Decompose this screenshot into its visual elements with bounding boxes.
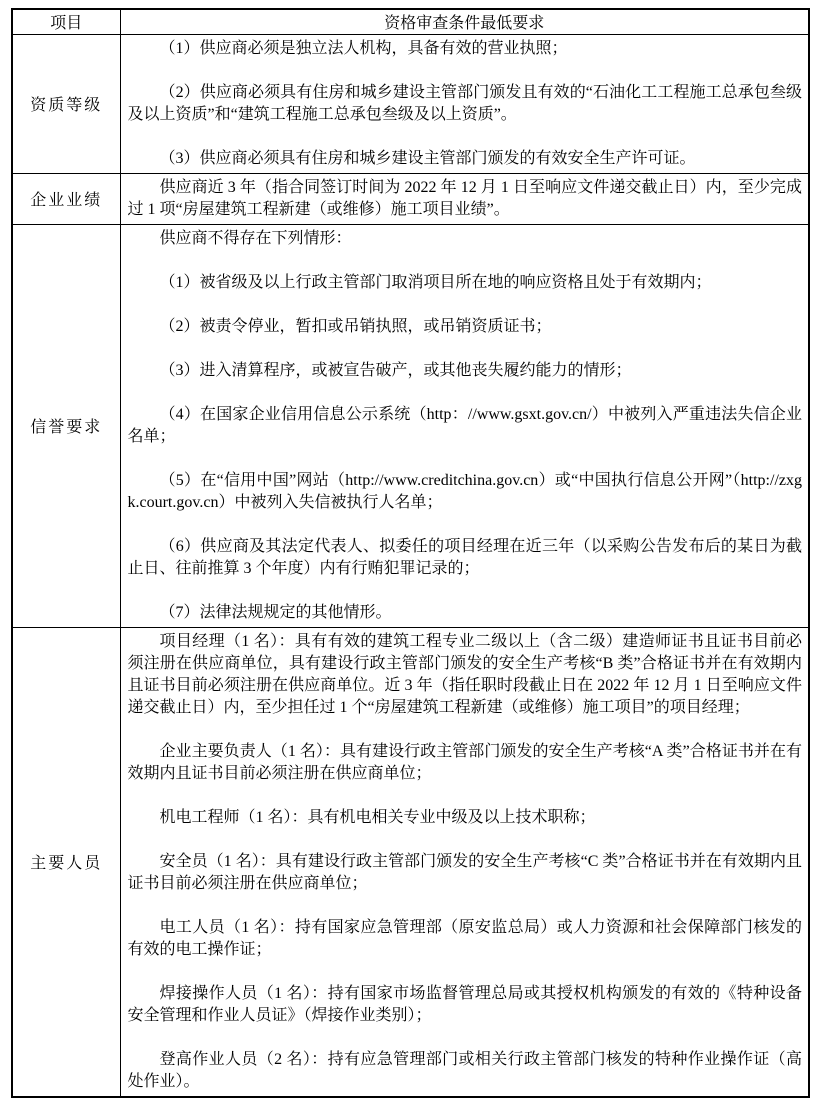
paragraph: 供应商不得存在下列情形：	[159, 229, 352, 247]
paragraph: 焊接操作人员（1 名）：持有国家市场监督管理总局或其授权机构颁发的有效的《特种设备安全管理和作业人员证》（焊接作业类别）；	[127, 984, 802, 1024]
table-row-key-personnel	[12, 627, 809, 1097]
row-label-reputation-requirements: 信誉要求	[12, 224, 120, 627]
row-content-enterprise-performance	[120, 173, 809, 224]
paragraph: （1）供应商必须是独立法人机构，具备有效的营业执照；	[159, 39, 568, 57]
header-cell-minimum-requirements: 资格审查条件最低要求	[120, 9, 809, 34]
paragraph: 机电工程师（1 名）：具有机电相关专业中级及以上技术职称；	[159, 808, 596, 826]
row-content-qualification-grade	[120, 34, 809, 173]
table-row-enterprise-performance	[12, 173, 809, 224]
paragraph: 企业主要负责人（1 名）：具有建设行政主管部门颁发的安全生产考核“A 类”合格证书并在有效期内且证书目前必须注册在供应商单位；	[127, 742, 802, 782]
row-content-reputation-requirements	[120, 224, 809, 627]
paragraph: （3）进入清算程序，或被宣告破产，或其他丧失履约能力的情形；	[159, 361, 632, 379]
paragraph: 供应商近 3 年（指合同签订时间为 2022 年 12 月 1 日至响应文件递交截止日）内，至少完成过 1 项“房屋建筑工程新建（或维修）施工项目业绩”。	[127, 178, 802, 218]
paragraph: （6）供应商及其法定代表人、拟委任的项目经理在近三年（以采购公告发布后的某日为截止日、往前推算 3 个年度）内有行贿犯罪记录的；	[127, 537, 802, 577]
paragraph: 项目经理（1 名）：具有有效的建筑工程专业二级以上（含二级）建造师证书且证书目前必须注册在供应商单位，具有建设行政主管部门颁发的安全生产考核“B 类”合格证书并在有效期内且证书目前必须注册在供应商单位。近 3 年（指任职时段截止日在 2022 年 12 月 1 日至响应文件递交截止日）内，至少担任过 1 个“房屋建筑工程新建（或维修）施工项目”的项目经理；	[127, 632, 802, 716]
paragraph: （2）供应商必须具有住房和城乡建设主管部门颁发且有效的“石油化工工程施工总承包叁级及以上资质”和“建筑工程施工总承包叁级及以上资质”。	[127, 83, 802, 123]
row-label-enterprise-performance: 企业业绩	[12, 173, 120, 224]
paragraph: （5）在“信用中国”网站（http://www.creditchina.gov.cn）或“中国执行信息公开网”（http://zxgk.court.gov.cn）中被列入失信被执行人名单；	[127, 471, 802, 511]
row-content-key-personnel	[120, 627, 809, 1097]
paragraph: 电工人员（1 名）：持有国家应急管理部（原安监总局）或人力资源和社会保障部门核发的有效的电工操作证；	[127, 918, 802, 958]
table-row-qualification-grade	[12, 34, 809, 173]
paragraph: （7）法律法规规定的其他情形。	[159, 603, 392, 621]
paragraph: 安全员（1 名）：具有建设行政主管部门颁发的安全生产考核“C 类”合格证书并在有效期内且证书目前必须注册在供应商单位；	[127, 852, 802, 892]
row-label-key-personnel: 主要人员	[12, 627, 120, 1097]
row-label-qualification-grade: 资质等级	[12, 34, 120, 173]
paragraph: （4）在国家企业信用信息公示系统（http：//www.gsxt.gov.cn/）中被列入严重违法失信企业名单；	[127, 405, 802, 445]
paragraph: （1）被省级及以上行政主管部门取消项目所在地的响应资格且处于有效期内；	[159, 273, 712, 291]
paragraph: （3）供应商必须具有住房和城乡建设主管部门颁发的有效安全生产许可证。	[159, 149, 696, 167]
paragraph: 登高作业人员（2 名）：持有应急管理部门或相关行政主管部门核发的特种作业操作证（高处作业）。	[127, 1050, 802, 1090]
qualification-review-table	[11, 8, 810, 1098]
paragraph: （2）被责令停业，暂扣或吊销执照，或吊销资质证书；	[159, 317, 552, 335]
header-cell-item: 项目	[12, 9, 120, 34]
table-row-reputation-requirements	[12, 224, 809, 627]
table-header-row	[12, 9, 809, 34]
